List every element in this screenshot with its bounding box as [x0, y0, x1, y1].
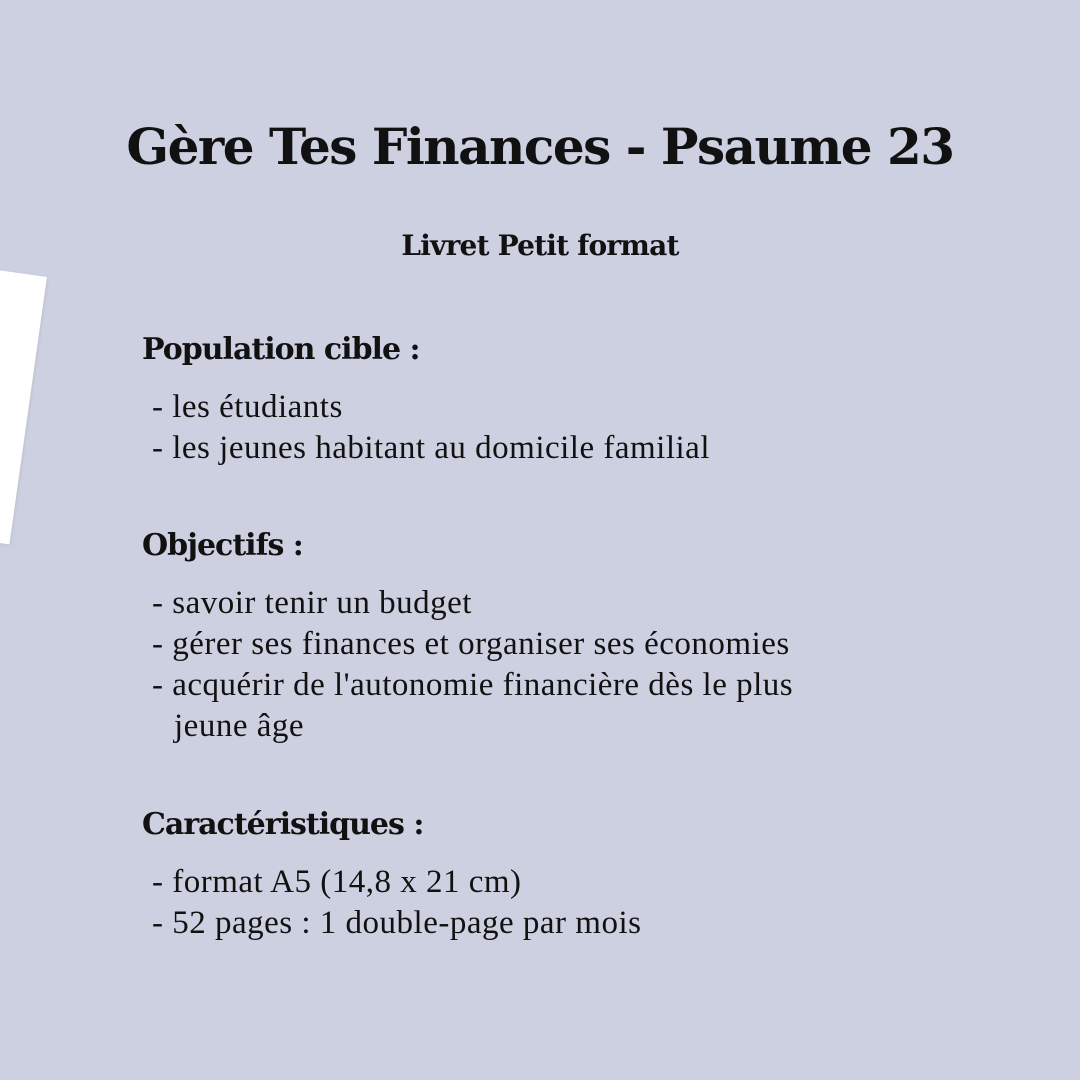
list-item: - gérer ses finances et organiser ses économies [152, 626, 790, 662]
list-item: - acquérir de l'autonomie financière dès le plus jeune âge [152, 667, 794, 744]
section-heading-population: Population cible : [142, 332, 420, 367]
list-item: - 52 pages : 1 double-page par mois [152, 905, 642, 941]
list-item: - format A5 (14,8 x 21 cm) [152, 864, 522, 900]
list-item: - les jeunes habitant au domicile familial [152, 430, 710, 466]
section-heading-caracteristiques: Caractéristiques : [142, 807, 424, 842]
section-population-cible [142, 330, 1042, 469]
section-heading-objectifs: Objectifs : [142, 528, 303, 563]
booklet-page-corner [0, 262, 47, 544]
population-list [142, 387, 1042, 469]
section-caracteristiques [142, 805, 1042, 944]
caracteristiques-list [142, 862, 1042, 944]
list-item: - savoir tenir un budget [152, 585, 472, 621]
list-item: - les étudiants [152, 389, 343, 425]
section-objectifs [142, 526, 1042, 747]
page-title: Gère Tes Finances - Psaume 23 [126, 117, 954, 176]
page-subtitle: Livret Petit format [401, 229, 679, 262]
objectifs-list [142, 583, 852, 747]
